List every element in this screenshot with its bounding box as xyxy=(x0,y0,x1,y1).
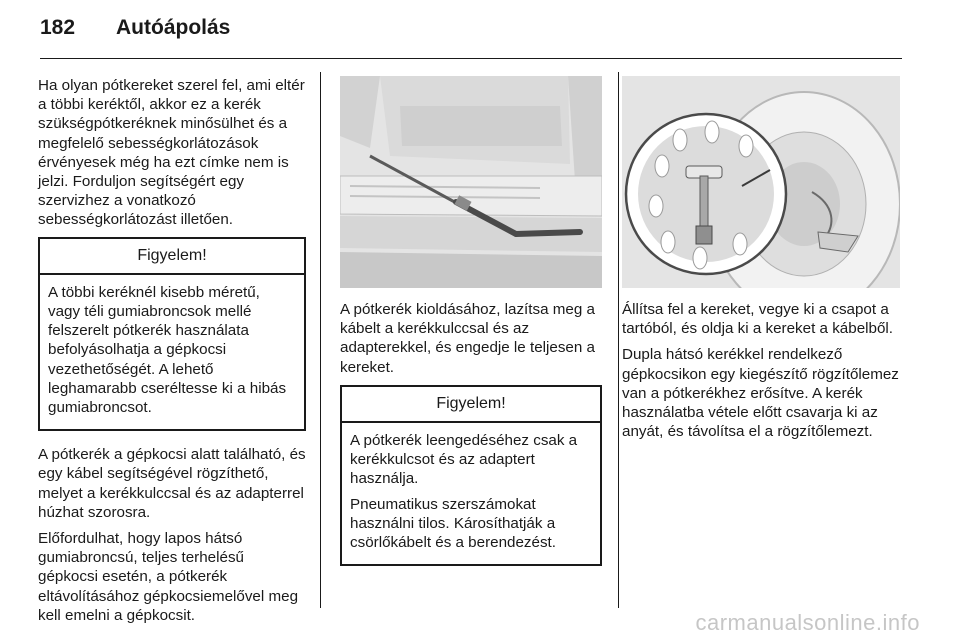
warning-text: A pótkerék leengedéséhez csak a kerékkulcsot és az adaptert használja. xyxy=(350,432,578,488)
body-paragraph: Dupla hátsó kerékkel rendelkező gépkocsikon egy kiegészítő rögzítőlemez van a pótkerékhez erősítve. A kerék használatba vétele előtt csavarja ki az anyát, és távolítsa el a rögzítőlemezt. xyxy=(622,346,899,441)
column-2 xyxy=(340,76,602,580)
warning-title: Figyelem! xyxy=(40,239,304,275)
warning-text: A többi keréknél kisebb méretű, vagy téli gumiabroncsok mellé felszerelt pótkerék használata befolyásolhatja a gépkocsi vezethetőségét. A lehető leghamarabb cseréltesse ki a hibás gumiabroncsot. xyxy=(48,283,287,417)
page-number: 182 xyxy=(40,16,76,39)
wrench-under-bumper-illustration xyxy=(340,76,602,288)
body-paragraph: A pótkerék kioldásához, lazítsa meg a kábelt a kerékkulccsal és az adapterekkel, és engedje le teljesen a kereket. xyxy=(340,301,595,376)
column-divider xyxy=(320,72,321,608)
column-divider xyxy=(618,72,619,608)
body-paragraph: Előfordulhat, hogy lapos hátsó gumiabroncsú, teljes terhelésű gépkocsi esetén, a pótkerék eltávolításához gépkocsiemelővel meg kell emelni a gépkocsit. xyxy=(38,530,299,624)
warning-body xyxy=(40,275,304,429)
header-divider xyxy=(40,58,902,59)
body-paragraph: A pótkerék a gépkocsi alatt található, és egy kábel segítségével rögzíthető, melyet a kerékkulccsal és az adapterrel húzhat szorosra. xyxy=(38,446,306,521)
watermark: carmanualsonline.info xyxy=(695,610,920,635)
column-3 xyxy=(622,76,904,448)
warning-title: Figyelem! xyxy=(342,387,600,423)
page-header xyxy=(40,16,904,56)
spare-wheel-cable-illustration xyxy=(622,76,900,288)
section-title: Autóápolás xyxy=(116,16,231,39)
body-paragraph: Állítsa fel a kereket, vegye ki a csapot a tartóból, és oldja ki a kereket a kábelből. xyxy=(622,301,894,338)
warning-box xyxy=(340,385,602,566)
column-1 xyxy=(38,76,306,632)
warning-box xyxy=(38,237,306,432)
intro-paragraph: Ha olyan pótkereket szerel fel, ami eltér a többi keréktől, akkor ez a kerék szükségpótkeréknek minősülhet és a megfelelő sebességkorlátozások érvényesek még ha ezt címke nem is jelzi. Forduljon segítségért egy szervizhez a vonatkozó sebességkorlátozást illetően. xyxy=(38,77,305,229)
warning-body xyxy=(342,423,600,564)
warning-text: Pneumatikus szerszámokat használni tilos. Károsíthatják a csörlőkábelt és a berendezést. xyxy=(350,495,556,552)
